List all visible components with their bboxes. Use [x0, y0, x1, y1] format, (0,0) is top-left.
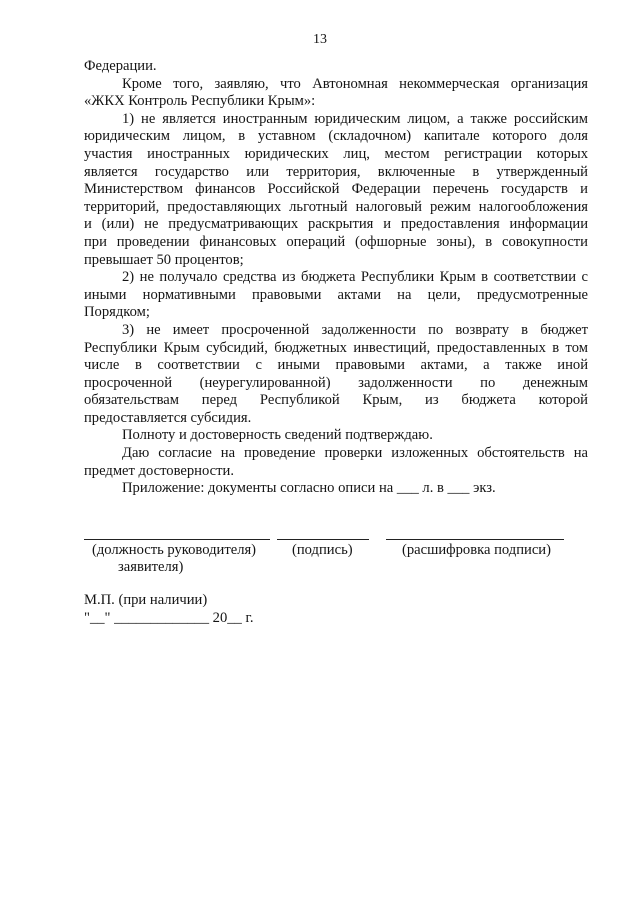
text-line: территорий, предоставляющих льготный налоговый режим налогообложения — [84, 198, 588, 215]
text-line: юридическим лицом, в уставном (складочном) капитале которого доля — [84, 128, 588, 145]
text-line: участия иностранных юридических лиц, местом регистрации которых — [84, 145, 588, 162]
text-line: иными нормативными правовыми актами на цели, предусмотренные — [84, 286, 588, 303]
text-line: предмет достоверности. — [84, 462, 234, 479]
date-field: "__" _____________ 20__ г. — [84, 609, 254, 626]
text-line: Федерации. — [84, 58, 157, 74]
text-line: 1) не является иностранным юридическим лицом, а также российским — [122, 110, 588, 127]
position-signature-line — [84, 539, 270, 540]
signature-label: (подпись) — [292, 542, 353, 558]
text-line: просроченной (неурегулированной) задолженности по денежным — [84, 374, 588, 391]
text-line: превышает 50 процентов; — [84, 251, 244, 268]
text-line: Полноту и достоверность сведений подтверждаю. — [122, 427, 433, 444]
text-line: является государство или территория, включенные в утвержденный — [84, 163, 588, 180]
text-line: Кроме того, заявляю, что Автономная некоммерческая организация — [122, 75, 588, 92]
text-line: «ЖКХ Контроль Республики Крым»: — [84, 93, 316, 110]
signature-block — [0, 522, 640, 542]
text-line: Порядком; — [84, 304, 150, 321]
text-line: Даю согласие на проведение проверки изложенных обстоятельств на — [122, 445, 588, 462]
stamp-block — [84, 592, 254, 627]
signature-line — [277, 539, 369, 540]
page-number: 13 — [313, 32, 327, 47]
position-label: (должность руководителя) — [92, 542, 257, 558]
text-line: 3) не имеет просроченной задолженности по возврату в бюджет — [122, 321, 588, 338]
text-line: Министерством финансов Российской Федерации перечень государств и — [84, 181, 588, 198]
text-line: и (или) не предусматривающих раскрытия и предоставления информации — [84, 216, 588, 233]
decryption-label: (расшифровка подписи) — [402, 542, 551, 558]
stamp-mark: М.П. (при наличии) — [84, 592, 208, 608]
text-line: 2) не получало средства из бюджета Республики Крым в соответствии с — [122, 269, 588, 286]
text-line: предоставляется субсидия. — [84, 409, 252, 426]
position-label-continued: заявителя) — [118, 559, 184, 575]
text-line: при проведении финансовых операций (офшорные зоны), в совокупности — [84, 233, 588, 250]
text-line: Приложение: документы согласно описи на ___ л. в ___ экз. — [122, 480, 496, 497]
text-line: обязательствам перед Республикой Крым, из бюджета которой — [84, 392, 588, 409]
text-line: числе в соответствии с иными правовыми актами, а также иной — [84, 357, 588, 374]
decryption-signature-line — [386, 539, 564, 540]
text-line: Республики Крым субсидий, бюджетных инвестиций, предоставленных в том — [84, 339, 588, 356]
document-body — [84, 58, 588, 498]
